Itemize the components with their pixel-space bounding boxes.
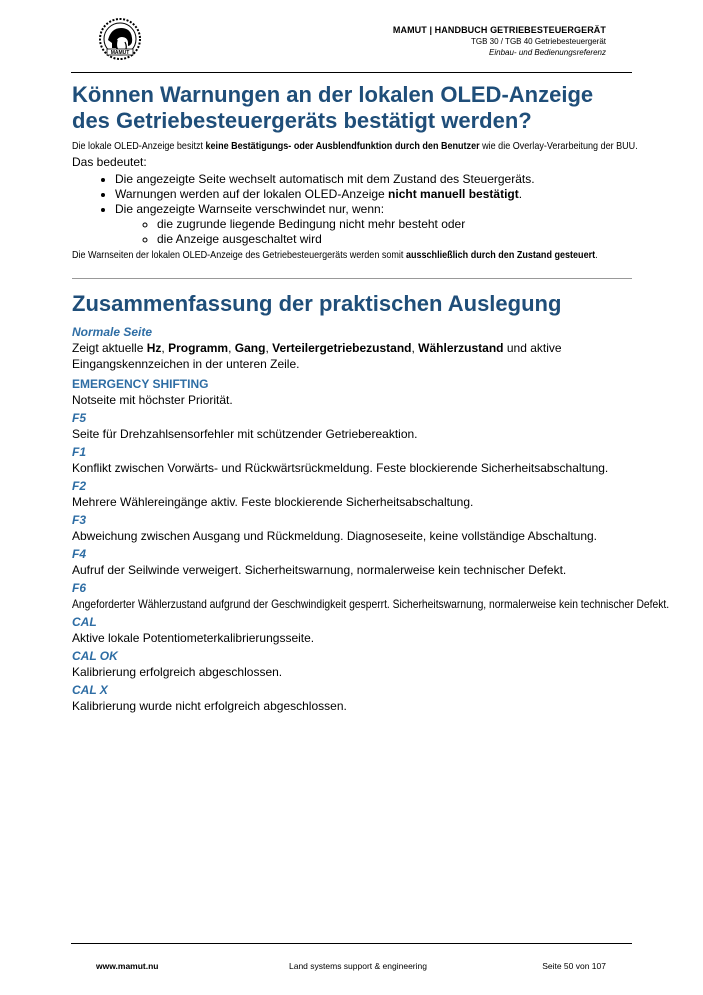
sub-bullet-list xyxy=(115,217,632,247)
list-item: • Die angezeigte Warnseite verschwindet nur, wenn: ◦ die zugrunde liegende Bedingung nicht mehr besteht oder ◦ die Anzeige ausgeschaltet wird xyxy=(115,202,632,247)
description-f2: Mehrere Wählereingänge aktiv. Feste blockierende Sicherheitsabschaltung. xyxy=(72,495,474,509)
page-content xyxy=(72,82,670,714)
header-title: MAMUT | HANDBUCH GETRIEBESTEUERGERÄT xyxy=(392,25,606,35)
description-f5: Seite für Drehzahlsensorfehler mit schützender Getriebereaktion. xyxy=(72,427,418,441)
footer-website-link[interactable]: www.mamut.nu xyxy=(96,961,159,971)
term-emergency-shifting: EMERGENCY SHIFTING xyxy=(72,377,209,391)
footer-page-number: Seite 50 von 107 xyxy=(542,961,606,971)
normal-page-description: Zeigt aktuelle Hz, Programm, Gang, Verteilergetriebezustand, Wählerzustand und aktive Eingangskennzeichen in der unteren Zeile. xyxy=(72,341,562,371)
description-cal-x: Kalibrierung wurde nicht erfolgreich abgeschlossen. xyxy=(72,699,347,713)
description-cal: Aktive lokale Potentiometerkalibrierungsseite. xyxy=(72,631,315,645)
term-normal-page: Normale Seite xyxy=(72,325,153,339)
header-rule xyxy=(71,72,632,73)
list-item: ◦ die zugrunde liegende Bedingung nicht mehr besteht oder xyxy=(157,217,632,232)
term-cal: CAL xyxy=(72,615,97,629)
list-item: ◦ die Anzeige ausgeschaltet wird xyxy=(157,232,632,247)
description-cal-ok: Kalibrierung erfolgreich abgeschlossen. xyxy=(72,665,283,679)
list-item: • Die angezeigte Seite wechselt automatisch mit dem Zustand des Steuergeräts. xyxy=(115,172,632,187)
header-subtitle-2: Einbau- und Bedienungsreferenz xyxy=(489,48,606,57)
term-f6: F6 xyxy=(72,581,87,595)
description-f3: Abweichung zwischen Ausgang und Rückmeldung. Diagnoseseite, keine vollständige Abschaltung. xyxy=(72,529,598,543)
logo-text: MAMUT xyxy=(110,50,130,56)
description-f6: Angeforderter Wählerzustand aufgrund der Geschwindigkeit gesperrt. Sicherheitswarnung, normalerweise kein technischer Defekt. xyxy=(72,597,670,611)
section-heading-summary: Zusammenfassung der praktischen Auslegung xyxy=(72,291,562,316)
term-cal-ok: CAL OK xyxy=(72,649,118,663)
closing-paragraph: Die Warnseiten der lokalen OLED-Anzeige des Getriebesteuergeräts werden somit ausschließlich durch den Zustand gesteuert. xyxy=(72,249,598,261)
term-f1: F1 xyxy=(72,445,87,459)
document-header xyxy=(393,25,606,58)
bullet-list xyxy=(72,172,632,247)
term-f5: F5 xyxy=(72,411,87,425)
intro-paragraph: Die lokale OLED-Anzeige besitzt keine Bestätigungs- oder Ausblendfunktion durch den Benutzer wie die Overlay-Verarbeitung der BUU. xyxy=(72,140,638,152)
lead-text: Das bedeutet: xyxy=(72,155,147,169)
term-f4: F4 xyxy=(72,547,87,561)
mamut-logo xyxy=(95,18,145,62)
term-cal-x: CAL X xyxy=(72,683,108,697)
section-divider xyxy=(72,278,632,279)
term-f3: F3 xyxy=(72,513,87,527)
section-heading-oled: Können Warnungen an der lokalen OLED-Anzeige des Getriebesteuergeräts bestätigt werden? xyxy=(72,82,594,133)
term-f2: F2 xyxy=(72,479,87,493)
footer-rule xyxy=(71,943,632,944)
description-f4: Aufruf der Seilwinde verweigert. Sicherheitswarnung, normalerweise kein technischer Defekt. xyxy=(72,563,567,577)
list-item: • Warnungen werden auf der lokalen OLED-Anzeige nicht manuell bestätigt. xyxy=(115,187,632,202)
description-f1: Konflikt zwischen Vorwärts- und Rückwärtsrückmeldung. Feste blockierende Sicherheitsabschaltung. xyxy=(72,461,609,475)
footer-tagline: Land systems support & engineering xyxy=(289,961,427,971)
description-emergency-shifting: Notseite mit höchster Priorität. xyxy=(72,393,233,407)
header-subtitle: TGB 30 / TGB 40 Getriebesteuergerät xyxy=(470,37,606,46)
